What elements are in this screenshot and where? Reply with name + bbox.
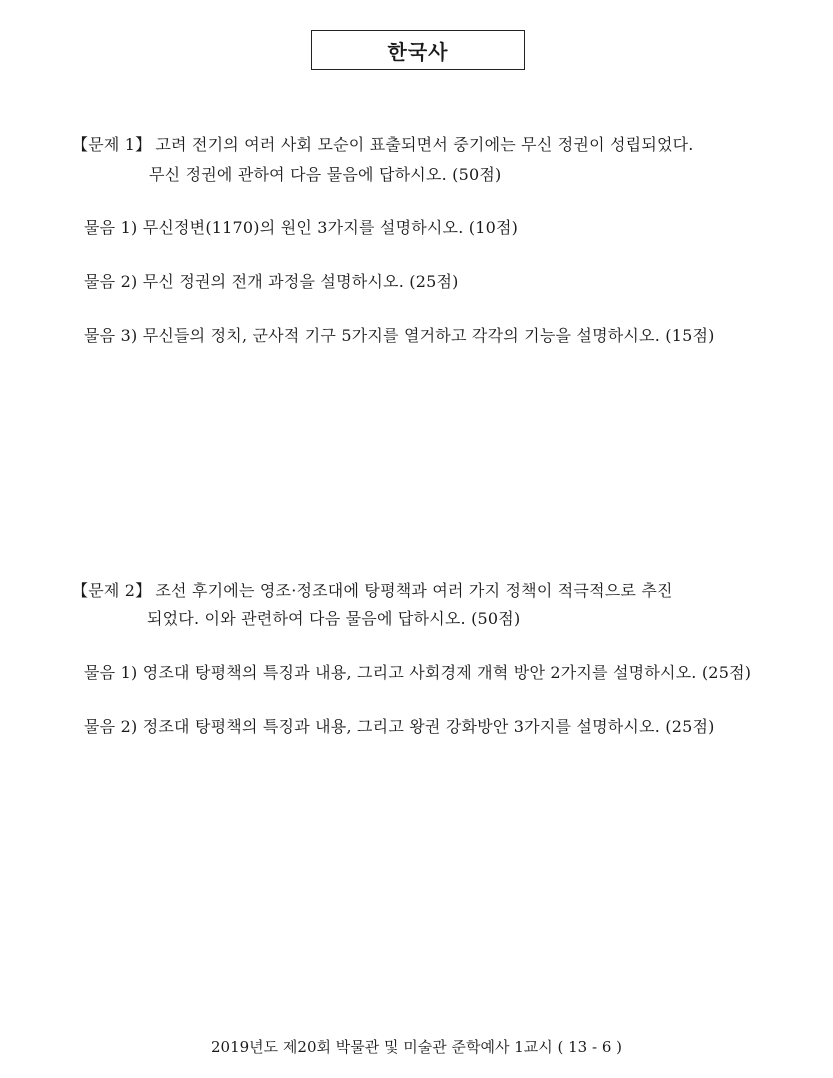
sub-question-text: 정조대 탕평책의 특징과 내용, 그리고 왕권 강화방안 3가지를 설명하시오. (25점) [142, 717, 715, 736]
sub-question-text: 무신들의 정치, 군사적 기구 5가지를 열거하고 각각의 기능을 설명하시오. (15점) [142, 326, 715, 345]
sub-question-text: 무신정변(1170)의 원인 3가지를 설명하시오. (10점) [142, 218, 519, 237]
sub-question-label: 물음 2) [84, 717, 138, 736]
sub-question-text: 무신 정권의 전개 과정을 설명하시오. (25점) [142, 272, 459, 291]
question-1-text-line-2: 무신 정권에 관하여 다음 물음에 답하시오. (50점) [149, 165, 502, 184]
question-1-label: 【문제 1】 [72, 135, 152, 154]
sub-question-label: 물음 2) [84, 272, 138, 291]
sub-question-label: 물음 3) [84, 326, 138, 345]
question-2-text-line-2: 되었다. 이와 관련하여 다음 물음에 답하시오. (50점) [147, 609, 521, 628]
page-footer: 2019년도 제20회 박물관 및 미술관 준학예사 1교시 ( 13 - 6 ) [211, 1038, 622, 1056]
question-2-line-1 [72, 583, 673, 599]
question-1-line-1 [72, 137, 694, 153]
question-2-sub-2 [84, 719, 715, 735]
page-title: 한국사 [311, 30, 525, 70]
question-1-sub-1 [84, 220, 518, 236]
sub-question-label: 물음 1) [84, 218, 138, 237]
sub-question-text: 영조대 탕평책의 특징과 내용, 그리고 사회경제 개혁 방안 2가지를 설명하시오. (25점) [142, 663, 752, 682]
question-1-sub-3 [84, 328, 715, 344]
question-2-sub-1 [84, 665, 751, 681]
question-2-text-line-1: 조선 후기에는 영조·정조대에 탕평책과 여러 가지 정책이 적극적으로 추진 [155, 581, 673, 600]
question-1-text-line-1: 고려 전기의 여러 사회 모순이 표출되면서 중기에는 무신 정권이 성립되었다. [155, 135, 694, 154]
sub-question-label: 물음 1) [84, 663, 138, 682]
question-2-label: 【문제 2】 [72, 581, 152, 600]
question-1-sub-2 [84, 274, 459, 290]
